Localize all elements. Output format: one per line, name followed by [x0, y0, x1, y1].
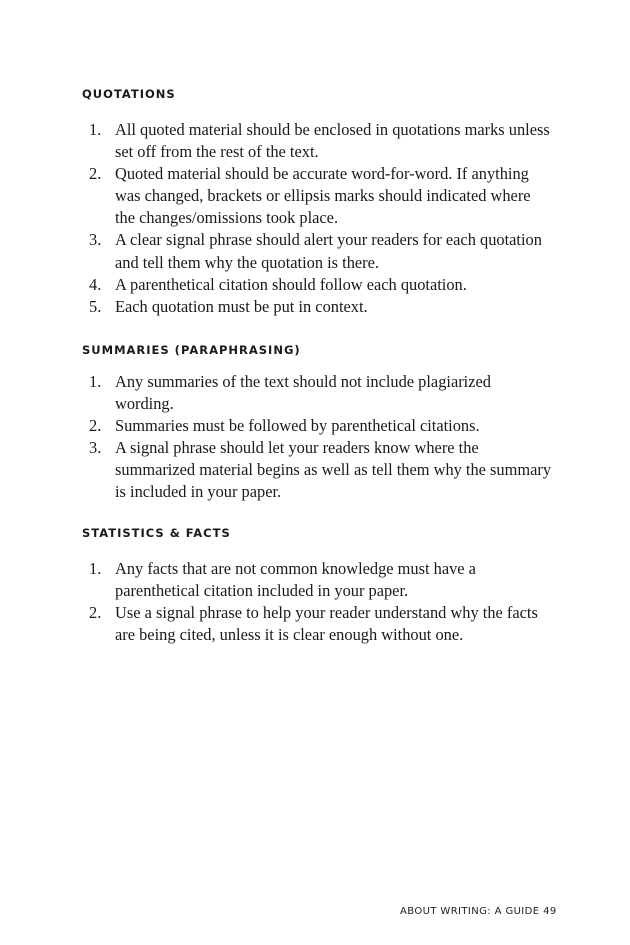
running-title: ABOUT WRITING: A GUIDE [400, 906, 540, 917]
statistics-list [82, 558, 552, 646]
list-item: 1. Any summaries of the text should not include plagiarized wording. [89, 372, 491, 414]
list-item: 2. Quoted material should be accurate word-for-word. If anything was changed, brackets or ellipsis marks should indicated where the changes/omissions took place. [89, 164, 531, 228]
section-heading-statistics: STATISTICS & FACTS [82, 526, 231, 540]
page-number: 49 [543, 906, 557, 917]
list-item: 2. Summaries must be followed by parenthetical citations. [89, 416, 480, 436]
list-item: 2. Use a signal phrase to help your reader understand why the facts are being cited, unless it is clear enough without one. [89, 603, 538, 645]
list-item: 5. Each quotation must be put in context. [89, 296, 368, 316]
section-heading-quotations: QUOTATIONS [82, 87, 176, 101]
page-footer [400, 906, 557, 917]
list-item: 1. Any facts that are not common knowledge must have a parenthetical citation included in your paper. [89, 559, 476, 601]
list-item: 1. All quoted material should be enclosed in quotations marks unless set off from the rest of the text. [89, 120, 550, 162]
summaries-list [82, 371, 552, 504]
list-item: 3. A signal phrase should let your readers know where the summarized material begins as well as tell them why the summary is included in your paper. [89, 438, 552, 502]
section-heading-summaries: SUMMARIES (PARAPHRASING) [82, 343, 301, 357]
quotations-list [82, 119, 552, 318]
list-item: 3. A clear signal phrase should alert your readers for each quotation and tell them why the quotation is there. [89, 230, 542, 272]
list-item: 4. A parenthetical citation should follow each quotation. [89, 274, 467, 294]
